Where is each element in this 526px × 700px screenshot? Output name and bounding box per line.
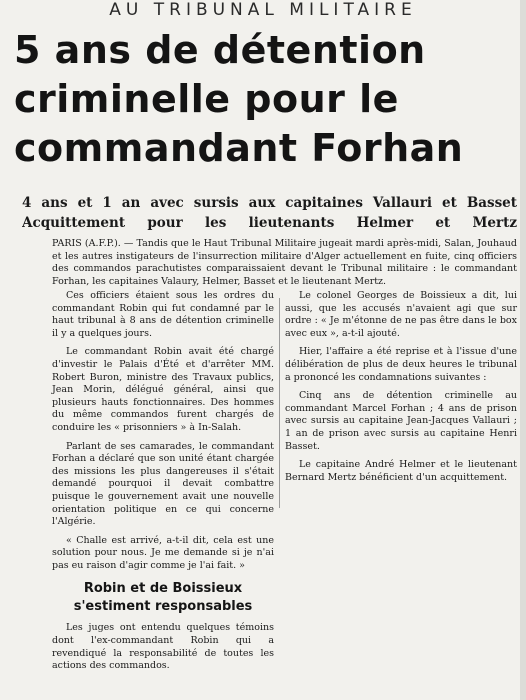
left-column [52,290,274,679]
inner-subhead-line-2: s'estiment responsables [73,599,253,615]
left-paragraph-4: « Challe est arrivé, a-t-il dit, cela est une solution pour nous. Je me demande si je n'ai pas eu raison d'agir comme je l'ai fait. » [52,534,274,571]
left-paragraph-5: Les juges ont entendu quelques témoins dont l'ex-commandant Robin qui a revendiqué la responsabilité de toutes les actions des commandos. [52,622,274,672]
headline-line-2: criminelle pour le [14,77,399,121]
headline [14,26,519,173]
clipping-edge [520,0,526,700]
right-column [285,290,517,490]
inner-subhead [52,580,274,616]
inner-subhead-line-1: Robin et de Boissieux [83,581,243,597]
left-paragraph-2: Le commandant Robin avait été chargé d'investir le Palais d'Été et d'arrêter MM. Robert Buron, ministre des Travaux publics, Jean Morin, délégué général, ainsi que plusieurs hauts fonctionnaires. Des hommes du même commandos furent chargés de conduire les « prisonniers » à In-Salah. [52,346,274,433]
deck-line-1: 4 ans et 1 an avec sursis aux capitaines Vallauri et Basset [22,195,517,211]
right-paragraph-3: Cinq ans de détention criminelle au commandant Marcel Forhan ; 4 ans de prison avec sursis au capitaine Jean-Jacques Vallauri ; 1 an de prison avec sursis au capitaine Henri Basset. [285,390,517,452]
subheadline-deck [22,193,517,233]
column-divider [279,298,280,508]
right-paragraph-4: Le capitaine André Helmer et le lieutenant Bernard Mertz bénéficient d'un acquittement. [285,459,517,483]
headline-line-3: commandant Forhan [14,126,464,170]
right-paragraph-2: Hier, l'affaire a été reprise et à l'issue d'une délibération de plus de deux heures le tribunal a prononcé les condamnations suivantes : [285,346,517,383]
left-paragraph-1: Ces officiers étaient sous les ordres du commandant Robin qui fut condamné par le haut tribunal à 8 ans de détention criminelle il y a quelques jours. [52,290,274,339]
headline-line-1: 5 ans de détention [14,28,426,72]
deck-line-2: Acquittement pour les lieutenants Helmer et Mertz [22,215,517,231]
intro-paragraph [52,238,517,288]
left-paragraph-3: Parlant de ses camarades, le commandant Forhan a déclaré que son unité étant chargée des missions les plus dangereuses il s'était demandé pourquoi il devait combattre puisque le gouvernement avait une nouvelle orientation politique en ce qui concerne l'Algérie. [52,440,274,528]
intro-text: PARIS (A.F.P.). — Tandis que le Haut Tribunal Militaire jugeait mardi après-midi, Salan, Jouhaud et les autres instigateurs de l'insurrection militaire d'Alger actuellement en fuite, cinq officiers des commandos parachutistes comparaissaient devant le Tribunal militaire : le commandant Forhan, les capitaines Valaury, Helmer, Basset et le lieutenant Mertz. [52,238,517,287]
right-paragraph-1: Le colonel Georges de Boissieux a dit, lui aussi, que les accusés n'avaient agi que sur ordre : « Je m'étonne de ne pas être dans le box avec eux », a-t-il ajouté. [285,290,517,339]
section-kicker: AU TRIBUNAL MILITAIRE [109,0,417,20]
